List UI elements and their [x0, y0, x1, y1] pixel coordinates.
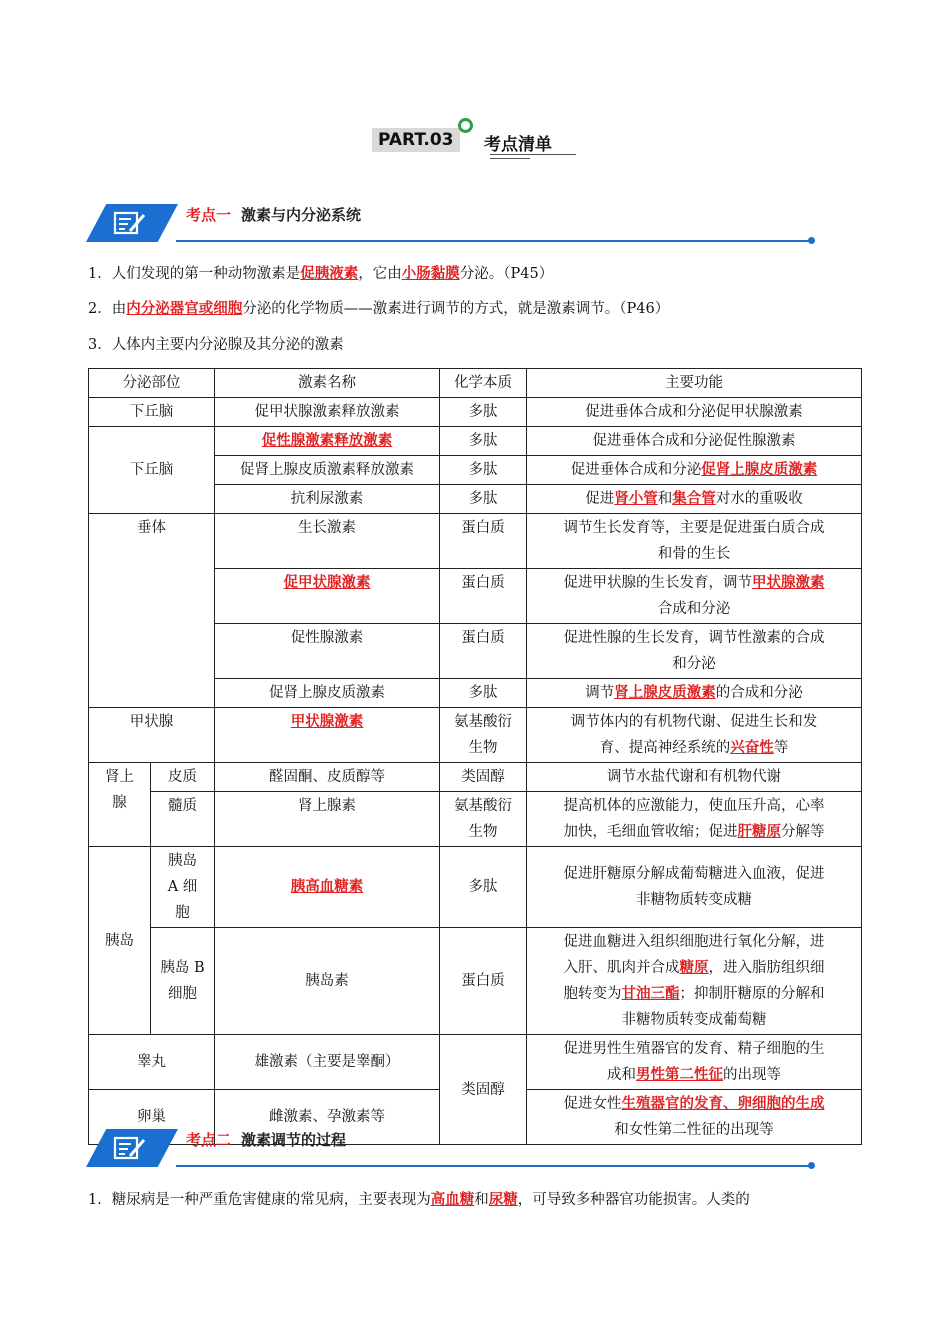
hormone-cell: 促性腺激素	[215, 624, 440, 679]
paragraph-4	[88, 1190, 750, 1210]
text: 促进男性生殖器官的发育、精子细胞的生	[563, 1041, 825, 1057]
highlight: 甲状腺激素	[290, 713, 364, 730]
highlight: 兴奋性	[730, 739, 774, 756]
function-cell	[527, 456, 862, 485]
text: A 细	[167, 879, 198, 895]
section-number: 考点一	[186, 206, 232, 224]
divider	[490, 158, 530, 159]
paragraph-3	[88, 335, 344, 355]
text: 育、提高神经系统的	[599, 740, 731, 756]
hormone-cell: 醛固酮、皮质醇等	[215, 763, 440, 792]
text: 促进	[585, 491, 615, 507]
text: 氨基酸衍	[454, 798, 512, 814]
table-row	[89, 398, 862, 427]
text: 肾上	[105, 769, 134, 785]
part-title: 考点清单	[484, 135, 552, 155]
text: 生物	[468, 824, 498, 840]
text: 合成和分泌	[657, 601, 731, 617]
nature-cell: 多肽	[440, 847, 527, 928]
subsite-cell: 皮质	[151, 763, 215, 792]
text: 调节体内的有机物代谢、促进生长和发	[570, 714, 818, 730]
section-name: 激素与内分泌系统	[241, 206, 362, 224]
nature-cell: 多肽	[440, 485, 527, 514]
table-row	[89, 1035, 862, 1090]
text: 氨基酸衍	[454, 714, 512, 730]
text: 调节	[585, 685, 615, 701]
section-underline	[176, 240, 812, 242]
part-header	[372, 124, 582, 158]
text: 成和	[607, 1067, 636, 1083]
section-underline	[176, 1165, 812, 1167]
function-cell	[527, 1035, 862, 1090]
highlight: 集合管	[672, 490, 716, 507]
ring-decoration-icon	[458, 118, 473, 133]
highlight: 糖原	[679, 959, 709, 976]
text: 和分泌	[672, 656, 716, 672]
section-title	[186, 1129, 346, 1150]
function-cell	[527, 847, 862, 928]
text: 促进性腺的生长发育，调节性激素的合成	[563, 630, 825, 646]
nature-cell: 多肽	[440, 398, 527, 427]
section-underline-dot	[808, 237, 815, 244]
text: ；抑制肝糖原的分解和	[679, 986, 825, 1002]
text: 调节生长发育等，主要是促进蛋白质合成	[563, 520, 825, 536]
nature-cell: 蛋白质	[440, 928, 527, 1035]
text: 1．人们发现的第一种动物激素是	[88, 266, 301, 282]
text: 非糖物质转变成糖	[636, 892, 752, 908]
subsite-cell	[151, 928, 215, 1035]
nature-cell	[440, 708, 527, 763]
divider	[490, 154, 576, 155]
section-title	[186, 204, 361, 225]
text: 的合成和分泌	[715, 685, 803, 701]
edit-note-icon	[112, 1134, 148, 1162]
table-row	[89, 928, 862, 1035]
function-cell	[527, 624, 862, 679]
text: 促进甲状腺的生长发育，调节	[563, 575, 752, 591]
hormone-cell: 胰岛素	[215, 928, 440, 1035]
function-cell	[527, 569, 862, 624]
text: 和	[474, 1192, 489, 1208]
text: 提高机体的应激能力，使血压升高，心率	[563, 798, 825, 814]
text: 的出现等	[723, 1067, 781, 1083]
site-cell: 胰岛	[89, 847, 151, 1035]
table-row	[89, 792, 862, 847]
table-row	[89, 514, 862, 569]
hormone-cell	[215, 427, 440, 456]
table-row	[89, 708, 862, 763]
text: 加快，毛细血管收缩；促进	[563, 824, 738, 840]
text: 和	[657, 491, 673, 507]
site-cell: 甲状腺	[89, 708, 215, 763]
nature-cell: 蛋白质	[440, 624, 527, 679]
text: 细胞	[168, 986, 197, 1002]
hormone-cell: 肾上腺素	[215, 792, 440, 847]
text: 胞转变为	[563, 986, 622, 1002]
text: 非糖物质转变成葡萄糖	[621, 1012, 767, 1028]
nature-cell: 多肽	[440, 679, 527, 708]
text: 2．由	[88, 301, 127, 317]
section-underline-dot	[808, 1162, 815, 1169]
text: ，可导致多种器官功能损害。人类的	[517, 1192, 750, 1208]
section-name: 激素调节的过程	[241, 1131, 347, 1149]
function-cell: 调节水盐代谢和有机物代谢	[527, 763, 862, 792]
text: 对水的重吸收	[715, 491, 803, 507]
nature-cell	[440, 792, 527, 847]
paragraph-1	[88, 264, 553, 284]
text: 胰岛 B	[160, 960, 205, 976]
site-cell: 卵巢	[89, 1090, 215, 1145]
table-row	[89, 763, 862, 792]
text: 腺	[112, 795, 127, 811]
highlight: 内分泌器官或细胞	[126, 300, 243, 317]
part-badge: PART.03	[372, 128, 460, 152]
text: 促进垂体合成和分泌	[570, 462, 702, 478]
highlight: 促胰液素	[300, 265, 359, 282]
function-cell	[527, 514, 862, 569]
text: 分泌的化学物质——激素进行调节的方式，就是激素调节。（P46）	[242, 301, 670, 317]
header-cell: 化学本质	[440, 369, 527, 398]
hormone-cell: 生长激素	[215, 514, 440, 569]
highlight: 肝糖原	[737, 823, 781, 840]
hormone-cell	[215, 569, 440, 624]
function-cell: 促进垂体合成和分泌促甲状腺激素	[527, 398, 862, 427]
nature-cell: 多肽	[440, 456, 527, 485]
function-cell	[527, 485, 862, 514]
highlight: 高血糖	[430, 1191, 475, 1208]
highlight: 男性第二性征	[636, 1066, 723, 1083]
function-cell	[527, 928, 862, 1035]
text: 生物	[468, 740, 498, 756]
highlight: 生殖器官的发育、卵细胞的生成	[621, 1095, 825, 1112]
table-header-row	[89, 369, 862, 398]
function-cell	[527, 708, 862, 763]
section-header-1	[86, 202, 814, 246]
nature-cell: 多肽	[440, 427, 527, 456]
hormone-cell	[215, 708, 440, 763]
hormone-cell: 促甲状腺激素释放激素	[215, 398, 440, 427]
table-row	[89, 427, 862, 456]
highlight: 胰高血糖素	[290, 878, 364, 895]
site-cell: 下丘脑	[89, 427, 215, 514]
highlight: 促肾上腺皮质激素	[701, 461, 818, 478]
function-cell: 促进垂体合成和分泌促性腺激素	[527, 427, 862, 456]
text: ，进入脂肪组织细	[708, 960, 825, 976]
table-row	[89, 847, 862, 928]
subsite-cell	[151, 847, 215, 928]
highlight: 促性腺激素释放激素	[261, 432, 393, 449]
header-cell: 激素名称	[215, 369, 440, 398]
section-number: 考点二	[186, 1131, 232, 1149]
highlight: 尿糖	[488, 1191, 518, 1208]
highlight: 甲状腺激素	[752, 574, 825, 591]
site-cell	[89, 763, 151, 847]
hormone-cell: 促肾上腺皮质激素	[215, 679, 440, 708]
text: 分泌。（P45）	[459, 266, 554, 282]
text: 等	[773, 740, 789, 756]
site-cell: 下丘脑	[89, 398, 215, 427]
text: 促进肝糖原分解成葡萄糖进入血液，促进	[563, 866, 825, 882]
text: 1．糖尿病是一种严重危害健康的常见病，主要表现为	[88, 1192, 431, 1208]
hormone-cell	[215, 847, 440, 928]
text: 和女性第二性征的出现等	[614, 1122, 774, 1138]
site-cell: 垂体	[89, 514, 215, 708]
text: 促进女性	[563, 1096, 622, 1112]
nature-cell: 类固醇	[440, 763, 527, 792]
nature-cell: 蛋白质	[440, 569, 527, 624]
hormone-cell: 抗利尿激素	[215, 485, 440, 514]
section-header-2	[86, 1127, 814, 1171]
text: 和骨的生长	[657, 546, 731, 562]
paragraph-2	[88, 299, 669, 319]
header-cell: 主要功能	[527, 369, 862, 398]
highlight: 肾小管	[614, 490, 658, 507]
hormone-cell: 雄激素（主要是睾酮）	[215, 1035, 440, 1090]
nature-cell: 类固醇	[440, 1035, 527, 1145]
site-cell: 睾丸	[89, 1035, 215, 1090]
text: 胰岛	[168, 853, 197, 869]
highlight: 小肠黏膜	[401, 265, 460, 282]
highlight: 促甲状腺激素	[283, 574, 371, 591]
hormone-table	[88, 368, 862, 1145]
hormone-cell: 雌激素、孕激素等	[215, 1090, 440, 1145]
function-cell	[527, 679, 862, 708]
text: 促进血糖进入组织细胞进行氧化分解，进	[563, 934, 825, 950]
text: ，它由	[358, 266, 402, 282]
text: 3．人体内主要内分泌腺及其分泌的激素	[88, 337, 344, 353]
subsite-cell: 髓质	[151, 792, 215, 847]
highlight: 肾上腺皮质激素	[614, 684, 716, 701]
function-cell	[527, 792, 862, 847]
hormone-cell: 促肾上腺皮质激素释放激素	[215, 456, 440, 485]
header-cell: 分泌部位	[89, 369, 215, 398]
highlight: 甘油三酯	[621, 985, 680, 1002]
text: 胞	[175, 905, 190, 921]
text: 入肝、肌肉并合成	[563, 960, 680, 976]
nature-cell: 蛋白质	[440, 514, 527, 569]
edit-note-icon	[112, 209, 148, 237]
text: 分解等	[781, 824, 825, 840]
